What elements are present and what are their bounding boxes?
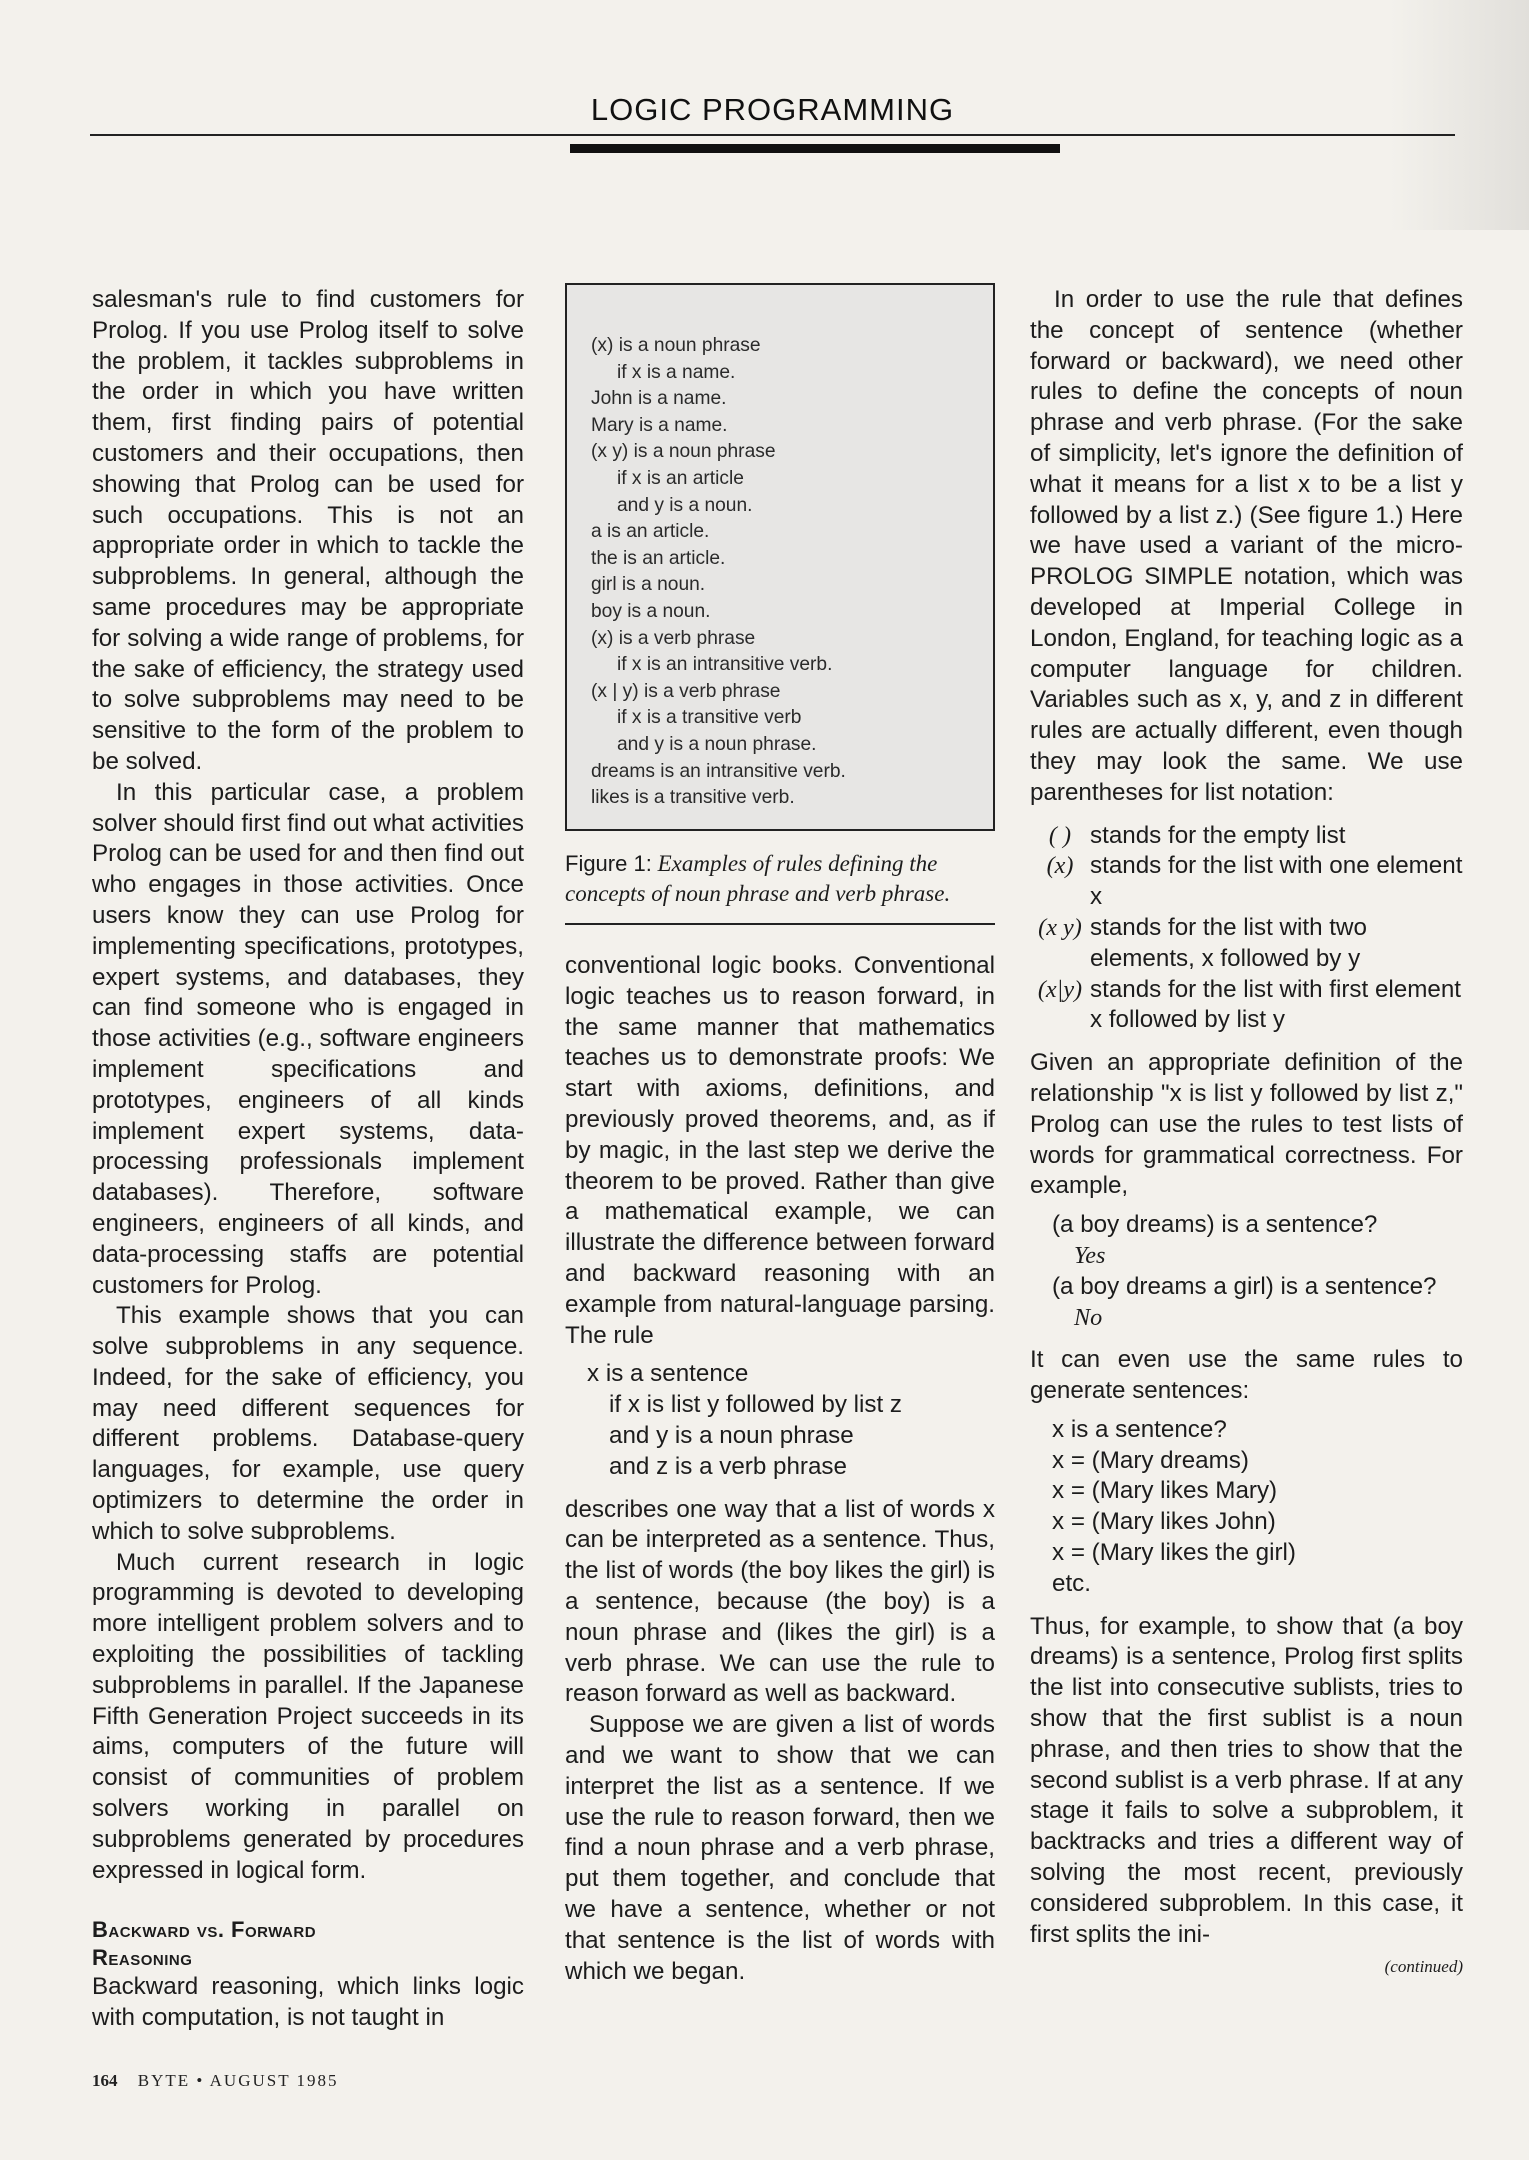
notation-list xyxy=(1030,821,1463,1037)
query-line: (a boy dreams a girl) is a sentence? xyxy=(1052,1272,1437,1300)
figure-line: and y is a noun. xyxy=(617,494,753,516)
paragraph: salesman's rule to find customers for Prolog. If you use Prolog itself to solve the problem, it tackles subproblems in the order in which you have written them, first finding pairs of potential customers and their occupations, then showing that Prolog can be used for such occupations. This is not an appropriate order in which to tackle the subproblems. In general, although the same procedures may be appropriate for solving a wide range of problems, for the sake of efficiency, the strategy used to solve subproblems may need to be sensitive to the form of the problem to be solved. xyxy=(92,286,524,775)
rule-line: and y is a noun phrase xyxy=(609,1421,854,1449)
notation-description: stands for the empty list xyxy=(1090,821,1346,849)
notation-symbol: (x|y) xyxy=(1037,975,1083,1003)
paragraph: In this particular case, a problem solver should first find out what activities Prolog can be used for and then find out who engages in those activities. Once users know they can use Prolog for implementing specifications, prototypes, expert systems, and databases, they can find someone who is engaged in those activities (e.g., software engineers implement specifications and prototypes, engineers of all kinds implement expert systems, data-processing professionals implement databases). Therefore, software engineers, engineers of all kinds, and data-processing staffs are potential customers for Prolog. xyxy=(92,778,524,1299)
figure-line: a is an article. xyxy=(591,521,710,543)
page-footer xyxy=(92,2071,339,2091)
paragraph: conventional logic books. Conventional logic teaches us to reason forward, in the same manner that mathematics teaches us to demonstrate proofs: We start with axioms, definitions, and previously proved theorems, and, as if by magic, in the last step we derive the theorem to be proved. Rather than give a mathematical example, we can illustrate the difference between forward and backward reasoning with an example from natural-language parsing. The rule xyxy=(565,952,995,1349)
figure-line: (x y) is a noun phrase xyxy=(591,441,776,463)
rule-block xyxy=(565,1359,995,1482)
notation-description: stands for the list with one element x xyxy=(1090,852,1463,911)
figure-line: and y is a noun phrase. xyxy=(617,733,817,755)
paragraph: In order to use the rule that defines the concept of sentence (whether forward or backward), we need other rules to define the concepts of noun phrase and verb phrase. (For the sake of simplicity, let's ignore the definition of what it means for a list x to be a list y followed by a list z.) (See figure 1.) Here we have used a variant of the micro-PROLOG SIMPLE notation, which was developed at Imperial College in London, England, for teaching logic as a computer language for children. Variables such as x, y, and z in different rules are actually different, even though they may look the same. We use parentheses for list notation: xyxy=(1030,286,1463,806)
generation-line: x = (Mary dreams) xyxy=(1052,1446,1249,1474)
publication-line: BYTE • AUGUST 1985 xyxy=(137,2071,339,2090)
query-line: (a boy dreams) is a sentence? xyxy=(1052,1211,1378,1239)
figure-rule xyxy=(565,923,995,925)
page-number: 164 xyxy=(92,2071,118,2090)
generation-line: x = (Mary likes the girl) xyxy=(1052,1539,1296,1567)
query-answer: Yes xyxy=(1074,1241,1106,1269)
notation-description: stands for the list with first element x followed by list y xyxy=(1090,975,1462,1034)
notation-item xyxy=(1030,821,1463,852)
generation-line: x is a sentence? xyxy=(1052,1415,1227,1443)
generation-line: x = (Mary likes John) xyxy=(1052,1508,1276,1536)
figure-line: likes is a transitive verb. xyxy=(591,787,795,809)
notation-item xyxy=(1030,851,1463,913)
notation-symbol: (x) xyxy=(1046,852,1074,880)
left-column xyxy=(92,285,524,2034)
rule-line: x is a sentence xyxy=(587,1360,749,1388)
generation-line: x = (Mary likes Mary) xyxy=(1052,1477,1278,1505)
notation-item xyxy=(1030,913,1463,975)
paragraph: It can even use the same rules to generate sentences: xyxy=(1030,1346,1463,1405)
figure-line: (x) is a verb phrase xyxy=(591,627,756,649)
figure-line: dreams is an intransitive verb. xyxy=(591,760,846,782)
figure-caption xyxy=(565,849,995,909)
figure-line: if x is an intransitive verb. xyxy=(617,654,833,676)
generation-block xyxy=(1030,1415,1463,1600)
figure-line: John is a name. xyxy=(591,388,727,410)
figure-line: if x is a name. xyxy=(617,361,736,383)
paragraph: describes one way that a list of words x can be interpreted as a sentence. Thus, the list of words (the boy likes the girl) is a sentence, because (the boy) is a noun phrase and (likes the girl) is a verb phrase. We can use the rule to reason forward as well as backward. xyxy=(565,1495,995,1708)
header-bar xyxy=(570,144,1060,153)
figure-line: if x is a transitive verb xyxy=(617,707,802,729)
section-heading xyxy=(92,1916,524,1972)
header-rule xyxy=(90,134,1455,136)
figure-line: if x is an article xyxy=(617,467,744,489)
figure-line: boy is a noun. xyxy=(591,600,711,622)
paragraph: Backward reasoning, which links logic with computation, is not taught in xyxy=(92,1973,524,2032)
figure-line: (x) is a noun phrase xyxy=(591,335,761,356)
paragraph: Suppose we are given a list of words and we want to show that we can interpret the list as a sentence. If we use the rule to reason forward, then we find a noun phrase and a verb phrase, put them together, and conclude that we have a sentence, whether or not that sentence is the list of words with which we began. xyxy=(565,1711,995,1985)
notation-item xyxy=(1030,975,1463,1037)
figure-line: (x | y) is a verb phrase xyxy=(591,680,781,702)
paragraph: Given an appropriate definition of the relationship "x is list y followed by list z," Prolog can use the rules to test lists of words for grammatical correctness. For example, xyxy=(1030,1049,1463,1200)
generation-line: etc. xyxy=(1052,1569,1091,1597)
paragraph: Thus, for example, to show that (a boy dreams) is a sentence, Prolog first splits the list into consecutive sublists, tries to show that the first sublist is a noun phrase, and then tries to show that the second sublist is a verb phrase. If at any stage it fails to solve a subproblem, it backtracks and tries a different way of solving the most recent, previously considered subproblem. In this case, it first splits the ini- xyxy=(1030,1612,1463,1948)
header-title: LOGIC PROGRAMMING xyxy=(590,92,955,127)
notation-description: stands for the list with two elements, x followed by y xyxy=(1090,913,1367,972)
running-header xyxy=(90,92,1455,152)
section-heading-line: Backward vs. Forward xyxy=(92,1917,317,1943)
query-block xyxy=(1030,1210,1463,1333)
paragraph: This example shows that you can solve subproblems in any sequence. Indeed, for the sake of efficiency, you may need different sequences for different problems. Database-query languages, for example, use query optimizers to determine the order in which to solve subproblems. xyxy=(92,1302,524,1545)
section-heading-line: Reasoning xyxy=(92,1945,193,1971)
paragraph: Much current research in logic programming is devoted to developing more intelligent problem solvers and to exploiting the possibilities of tackling subproblems in parallel. If the Japanese Fifth Generation Project succeeds in its aims, computers of the future will consist of communities of problem solvers working in parallel on subproblems generated by procedures expressed in logical form. xyxy=(92,1548,524,1884)
notation-symbol: (x y) xyxy=(1038,913,1082,941)
continued-note: (continued) xyxy=(1384,1957,1463,1977)
rule-line: and z is a verb phrase xyxy=(609,1452,847,1480)
figure-line: the is an article. xyxy=(591,547,726,569)
middle-column xyxy=(565,283,995,1987)
figure-caption-label: Figure 1: xyxy=(565,851,652,876)
query-answer: No xyxy=(1074,1303,1103,1331)
figure-caption-text: Examples of rules defining the concepts of noun phrase and verb phrase. xyxy=(565,851,951,906)
notation-symbol: ( ) xyxy=(1048,821,1072,849)
figure-line: Mary is a name. xyxy=(591,414,728,436)
rule-line: if x is list y followed by list z xyxy=(609,1391,903,1419)
figure-box xyxy=(565,283,995,831)
figure-line: girl is a noun. xyxy=(591,574,706,596)
right-column xyxy=(1030,285,1463,1983)
